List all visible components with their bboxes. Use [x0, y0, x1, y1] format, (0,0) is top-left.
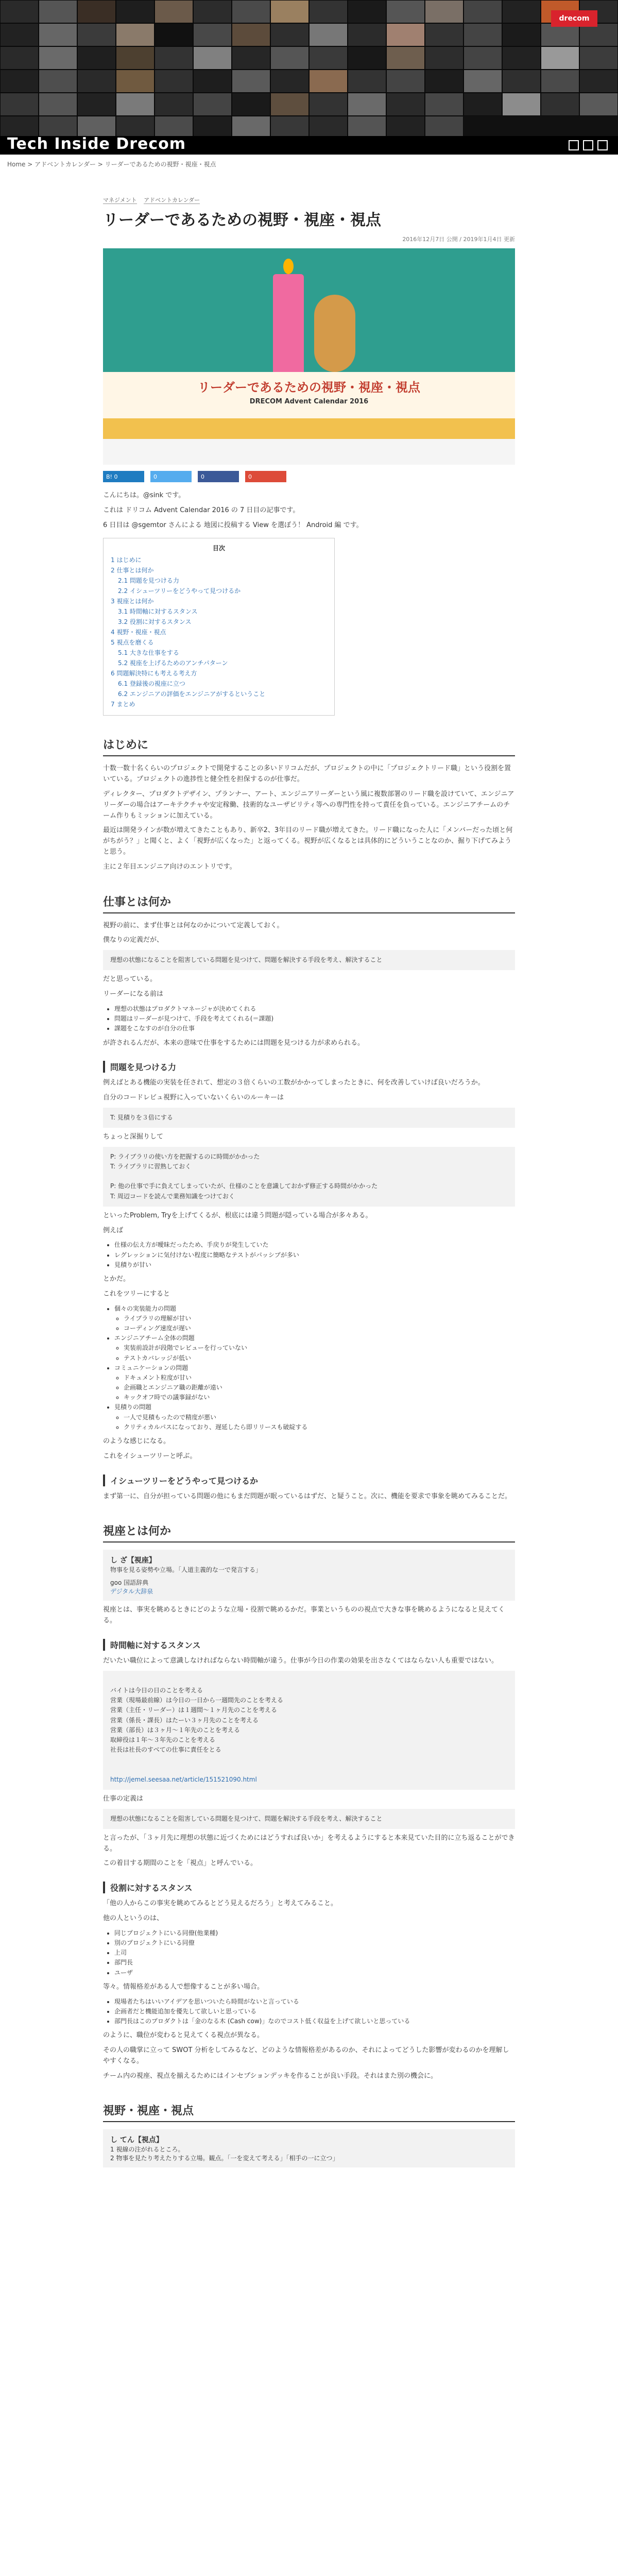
list-item: • 上司	[114, 1948, 515, 1958]
header-photo-mosaic	[0, 0, 618, 139]
paragraph: 僕なりの定義だが、	[103, 936, 164, 944]
list-item: • 理想の状態はプロダクトマネージャが決めてくれる	[114, 1004, 515, 1014]
paragraph: ちょっと深掘りして	[103, 1133, 164, 1141]
list-item: • 部門長はこのプロダクトは「金のなる木 (Cash cow)」なのでコスト低く収益を上げて欲しいと思っている	[114, 2016, 515, 2026]
tree-child-item: ◦ 一人で見積もったので精度が悪い	[124, 1413, 515, 1422]
dictionary-body: 1 視線の注がれるところ。 2 物事を見たり考えたりする立場。観点。「一を変えて考える」「相手の一に立つ」	[110, 2146, 339, 2162]
tree-child-item: ◦ テストカバレッジが低い	[124, 1353, 515, 1363]
cake-band	[103, 418, 515, 439]
toc-title: 目次	[212, 545, 225, 552]
hatena-share-button[interactable]: B! 0	[103, 471, 144, 482]
tree-item	[114, 1304, 515, 1334]
section-heading-intro: はじめに	[103, 736, 515, 756]
paragraph: 等々。情報格差がある人で想像することが多い場合。	[103, 1982, 264, 1991]
hero-title: リーダーであるための視野・視座・視点	[198, 380, 420, 395]
paragraph: この着目する期間のことを「視点」と呼んでいる。	[103, 1859, 258, 1868]
toc-item[interactable]: 7 まとめ	[111, 701, 135, 708]
list-item: • ユーザ	[114, 1968, 515, 1978]
tree-child-item: ◦ コーディング速度が遅い	[124, 1324, 515, 1333]
intro-prev-day: 6 日目は @sgemtor さんによる 地図に投稿する View を選ぼう！ Android 編 です。	[103, 521, 363, 529]
paragraph: 主に２年目エンジニア向けのエントリです。	[103, 862, 236, 871]
page-title: リーダーであるための視野・視座・視点	[103, 211, 381, 229]
tree-item-label: 個々の実装能力の問題	[114, 1304, 177, 1312]
dictionary-box	[103, 2129, 515, 2167]
dictionary-body: 物事を見る姿勢や立場。「人道主義的な一で発言する」	[110, 1566, 262, 1574]
list-item: • 同じプロジェクトにいる同僚(他業種)	[114, 1928, 515, 1938]
hero-image	[103, 248, 515, 465]
list-item: • 部門長	[114, 1958, 515, 1968]
tree-child-item: ◦ クリティカルパスになっており、遅延したら即リリースも破綻する	[124, 1422, 515, 1432]
pocket-share-button[interactable]: 0	[245, 471, 286, 482]
toc-list	[111, 555, 327, 708]
paragraph: が許されるんだが、本来の意味で仕事をするためには問題を見つける力が求められる。	[103, 1039, 365, 1047]
menu-icon[interactable]	[569, 140, 579, 150]
section-heading-viewpoint: 視座とは何か	[103, 1522, 515, 1543]
toc-item[interactable]: 3.2 役割に対するスタンス	[118, 618, 192, 626]
paragraph: 仕事の定義は	[103, 1794, 144, 1803]
paragraph: だと思っている。	[103, 975, 157, 984]
site-header	[0, 0, 618, 155]
toc-item[interactable]: 6.2 エンジニアの評価をエンジニアがするということ	[118, 690, 266, 698]
article	[103, 196, 515, 2172]
list-item: • 問題はリーダーが見つけて、手段を考えてくれる(＝課題)	[114, 1014, 515, 1024]
toc-item[interactable]: 2 仕事とは何か	[111, 567, 154, 574]
toc-item[interactable]: 5.1 大きな仕事をする	[118, 649, 179, 657]
code-box: T: 見積りを３倍にする	[103, 1108, 515, 1128]
dictionary-title: し てん【視点】	[110, 2136, 163, 2145]
paragraph: とかだ。	[103, 1275, 130, 1283]
tree-item	[114, 1402, 515, 1432]
paragraph: これをツリーにすると	[103, 1290, 170, 1298]
paragraph: 例えばとある機能の実装を任されて、想定の３倍くらいの工数がかかってしまったときに、何を改善していけば良いだろうか。	[103, 1079, 485, 1087]
dictionary-box	[103, 1550, 515, 1601]
toc-item[interactable]: 4 視野・視座・視点	[111, 629, 166, 636]
tag-management[interactable]: マネジメント	[103, 197, 137, 204]
section-heading-problem: 問題を見つける力	[103, 1061, 515, 1073]
tree-child-item: ◦ 実装前設計が段階でレビューを行っていない	[124, 1343, 515, 1353]
code-box: P: ライブラリの使い方を把握するのに時間がかかった T: ライブラリに習熟しておく P: 他の仕事で手に負えてしまっていたが、仕様のことを意識しておかず修正する時間がかかった T: 周辺コードを読んで業務知識をつけておく	[103, 1147, 515, 1207]
site-title[interactable]: Tech Inside Drecom	[7, 135, 186, 153]
toc-item[interactable]: 6 問題解決特にも考える考え方	[111, 670, 197, 677]
toc-item[interactable]: 1 はじめに	[111, 556, 142, 564]
gingerbread-icon	[314, 295, 355, 372]
toc-item[interactable]: 5 視点を磨くる	[111, 639, 154, 647]
dictionary-link[interactable]: デジタル大辞泉	[110, 1588, 153, 1596]
tree-item-label: コミュニケーションの問題	[114, 1364, 188, 1371]
list-item: • 企画者だと機能追加を優先して欲しいと思っている	[114, 2007, 515, 2016]
tree-child-item: ◦ ライブラリの理解が甘い	[124, 1314, 515, 1324]
toc-item[interactable]: 6.1 登録後の視座に立つ	[118, 680, 185, 688]
paragraph: 視座とは、事実を眺めるときにどのような立場・役割で眺めるかだ。事業というものの視点で大きな事を眺めるようになると見えてくる。	[103, 1606, 505, 1625]
toc-item[interactable]: 3.1 時間軸に対するスタンス	[118, 608, 198, 616]
paragraph: チーム内の視座、視点を揃えるためにはインセプションデッキを作ることが良い手段。それはまた別の機会に。	[103, 2072, 437, 2080]
hero-subtitle: DRECOM Advent Calendar 2016	[249, 398, 369, 405]
paragraph: と言ったが、「３ヶ月先に理想の状態に近づくためにはどうすれば良いか」を考えるようにすると本来見ていた目的に立ち返ることができる。	[103, 1834, 515, 1853]
list-item: • 仕様の伝え方が曖昧だったため、手戻りが発生していた	[114, 1240, 515, 1250]
candle-flame-icon	[283, 259, 294, 274]
paragraph: リーダーになる前は	[103, 990, 164, 998]
twitter-share-button[interactable]: 0	[150, 471, 192, 482]
paragraph: のような感じになる。	[103, 1437, 170, 1445]
list-item: • 見積りが甘い	[114, 1260, 515, 1270]
list-item: • レグレッションに気付けない程度に簡略なテストがパッシブが多い	[114, 1250, 515, 1260]
paragraph: のように、職位が変わると見えてくる視点が異なる。	[103, 2031, 264, 2040]
tree-child-item: ◦ ドキュメント粒度が甘い	[124, 1373, 515, 1383]
search-icon[interactable]	[597, 140, 608, 150]
others-list	[103, 1928, 515, 1978]
tree-child-item: ◦ キックオフ時での議事録がない	[124, 1393, 515, 1402]
intro-advent: これは ドリコム Advent Calendar 2016 の 7 日目の記事です。	[103, 506, 300, 514]
paragraph: 「他の人からこの事実を眺めてみるとどう見えるだろう」と考えてみること。	[103, 1900, 338, 1908]
tree-child-item: ◦ 企画職とエンジニア職の距離が遠い	[124, 1383, 515, 1393]
paragraph: 最近は開発ラインが数が増えてきたこともあり、新卒2、3年目のリード職が増えてきた。リード職になった人に「メンバーだった頃と何がちがう？」と聞くと、よく「視野が広くなった」と返ってくる。視野が広くなるとは具体的にどういうことなのか、掘り下げてみようと思う。	[103, 826, 513, 856]
list-item: • 課題をこなすのが自分の仕事	[114, 1024, 515, 1033]
section-heading-issue-tree: イシューツリーをどうやって見つけるか	[103, 1475, 515, 1486]
tree-item	[114, 1363, 515, 1403]
facebook-share-button[interactable]: 0	[198, 471, 239, 482]
paragraph: 例えば	[103, 1226, 124, 1234]
section-heading-work: 仕事とは何か	[103, 893, 515, 913]
post-meta: 2016年12月7日 公開 / 2019年1月4日 更新	[402, 236, 515, 243]
tag-advent-calendar[interactable]: アドベントカレンダー	[144, 197, 200, 204]
quote-box	[103, 1671, 515, 1790]
example-list	[103, 1240, 515, 1270]
paragraph: 視野の前に、まず仕事とは何なのかについて定義しておく。	[103, 921, 284, 929]
quote-text: バイトは今日の日のことを考える 営業（現場最前線）は今日の一日から一週間先のことを考える 営業（主任・リーダー）は１週間〜１ヶ月先のことを考える 営業（係長・課長）はたーい３ヶ月先のことを考える 営業（部長）は３ヶ月〜１年先のことを考える 取締役は１年〜３年先のことを考える 社長は社長のすべての仕事に責任をとる	[110, 1686, 284, 1754]
hero-floor	[103, 439, 515, 465]
article-tags	[103, 196, 515, 204]
toc-item[interactable]: 2.1 問題を見つける力	[118, 577, 179, 585]
header-icons	[569, 140, 608, 150]
quote-box: 理想の状態になることを阻害している問題を見つけて、問題を解決する手段を考え、解決すること	[103, 950, 515, 970]
quote-source-link[interactable]: http://jemel.seesaa.net/article/151521090.html	[110, 1775, 257, 1783]
paragraph: 他の人というのは、	[103, 1914, 164, 1923]
grid-icon[interactable]	[583, 140, 593, 150]
paragraph: その人の職掌に立って SWOT 分析をしてみるなど、どのような情報格差があるのか、それによってどうした影響が変わるのかを理解しやすくなる。	[103, 2046, 509, 2065]
paragraph: ディレクター、プロダクトデザイン、プランナー、アート、エンジニアリーダーという風に複数部署のリード職を設けていて、エンジニアリーダーの場合はアーキテクチャや安定稼働、技術的なユーザビリティ等への専門性を持って責任を負っている。エンジニアチームのチーム作りもミッションに加えている。	[103, 790, 514, 820]
tree-item	[114, 1333, 515, 1363]
list-item: • 別のプロジェクトにいる同僚	[114, 1938, 515, 1948]
paragraph: だいたい職位によって意識しなければならない時間軸が違う。仕事が今日の作業の効果を出さなくてはならない人も重要ではない。	[103, 1656, 499, 1665]
issue-tree-list	[103, 1304, 515, 1432]
paragraph: といったProblem, Tryを上げてくるが、根底には違う問題が隠っている場合が多々ある。	[103, 1211, 372, 1219]
tree-item-label: 見積りの問題	[114, 1403, 152, 1411]
breadcrumb[interactable]: Home > アドベントカレンダー > リーダーであるための視野・視座・視点	[7, 161, 216, 168]
paragraph: 十数一数十名くらいのプロジェクトで開発することの多いドリコムだが、プロジェクトの中に「プロジェクトリード職」という役割を置いている。プロジェクトの進捗性と健全性を担保するのが仕事だ。	[103, 765, 511, 784]
section-heading-role: 役割に対するスタンス	[103, 1882, 515, 1893]
quote-box: 理想の状態になることを阻害している問題を見つけて、問題を解決する手段を考え、解決すること	[103, 1809, 515, 1829]
candle-7-icon	[273, 274, 304, 377]
toc-item[interactable]: 2.2 イシューツリーをどうやって見つけるか	[118, 587, 241, 595]
dictionary-title: し ざ【視座】	[110, 1556, 156, 1565]
section-heading-time: 時間軸に対するスタンス	[103, 1639, 515, 1651]
toc-item[interactable]: 5.2 視座を上げるためのアンチパターン	[118, 659, 228, 667]
stance-list	[103, 1997, 515, 2027]
toc-item[interactable]: 3 視座とは何か	[111, 598, 154, 605]
intro-greeting: こんにちは。@sink です。	[103, 492, 185, 499]
dictionary-source: goo 国語辞典	[110, 1579, 149, 1587]
leader-list	[103, 1004, 515, 1034]
share-buttons	[103, 471, 515, 482]
section-heading-field: 視野・視座・視点	[103, 2102, 515, 2122]
paragraph: まず第一に、自分が担っている問題の他にもまだ問題が眠っているはずだ、と疑うこと。次に、機能を要求で事象を眺めてみることだ。	[103, 1492, 512, 1500]
paragraph: これをイシューツリーと呼ぶ。	[103, 1452, 197, 1460]
list-item: • 現場者たちはいいアイデアを思いついたら時間がないと言っている	[114, 1997, 515, 2007]
drecom-logo[interactable]: drecom	[551, 10, 597, 27]
paragraph: 自分のコードレビュ視野に入っていないくらいのルーキーは	[103, 1094, 284, 1102]
tree-item-label: エンジニアチーム全体の問題	[114, 1334, 195, 1342]
table-of-contents	[103, 538, 335, 716]
